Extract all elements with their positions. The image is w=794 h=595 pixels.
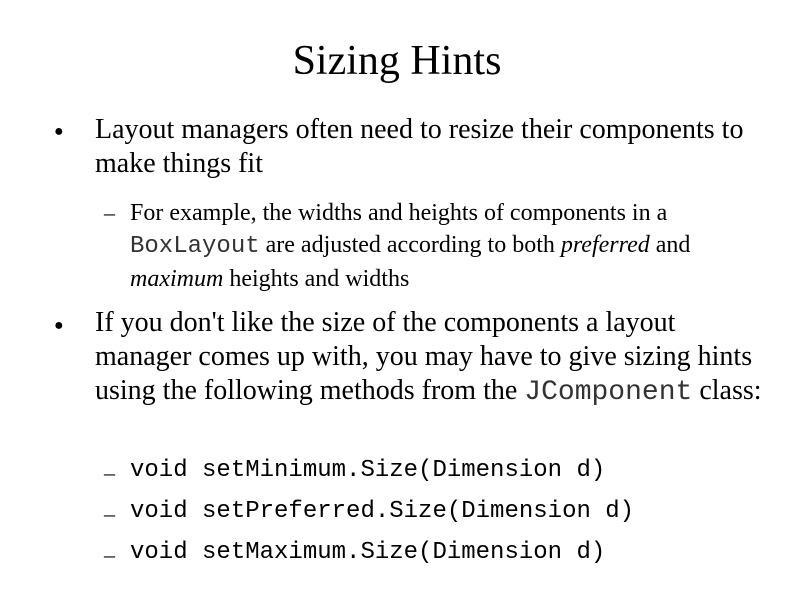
sub-bullet-text-part: heights and widths	[223, 266, 410, 292]
sub-bullet-text-part: and	[649, 232, 691, 258]
sub-bullet-text-part: are adjusted according to both	[259, 232, 561, 258]
sub-bullet-dash-icon: –	[104, 200, 115, 225]
bullet-text-2	[95, 306, 775, 410]
bullet-text-1: Layout managers often need to resize their components to make things fit	[95, 114, 744, 179]
method-set-preferred-size: void setPreferred.Size(Dimension d)	[130, 498, 635, 525]
method-set-maximum-size: void setMaximum.Size(Dimension d)	[130, 539, 606, 566]
method-set-minimum-size: void setMinimum.Size(Dimension d)	[130, 457, 606, 484]
emphasis-maximum: maximum	[130, 266, 224, 292]
emphasis-preferred: preferred	[560, 232, 650, 258]
code-boxlayout: BoxLayout	[130, 233, 260, 260]
sub-bullet-text-1	[130, 197, 780, 295]
bullet-dot-icon: ●	[54, 317, 64, 334]
bullet-text-part: class:	[692, 375, 762, 406]
method-dash-icon: –	[104, 501, 115, 526]
sub-bullet-text-part: For example, the widths and heights of components in a	[130, 200, 668, 226]
method-dash-icon: –	[104, 460, 115, 485]
bullet-dot-icon: ●	[54, 123, 64, 140]
method-dash-icon: –	[104, 542, 115, 567]
bullet-text-part: If you don't like the size of the components a layout manager comes up with, you may have to give sizing hints using the following methods from the	[95, 307, 753, 406]
code-jcomponent: JComponent	[524, 377, 693, 408]
slide-title: Sizing Hints	[292, 38, 502, 84]
